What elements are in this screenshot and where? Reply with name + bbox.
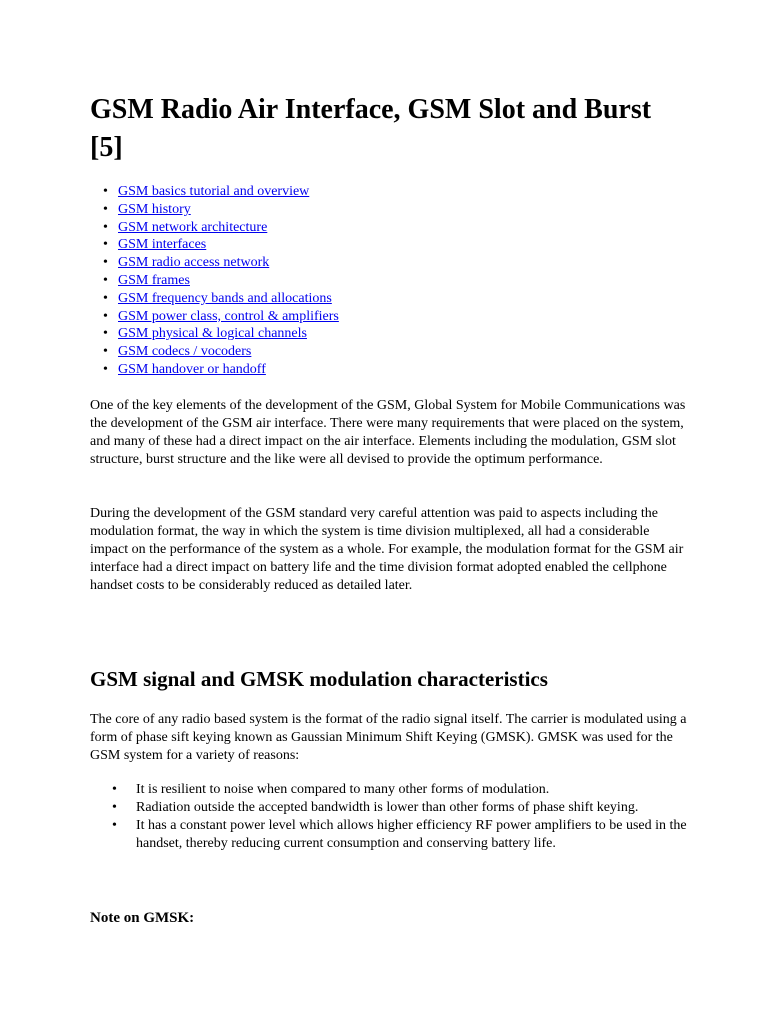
- bullet-icon: •: [103, 308, 108, 324]
- bullet-icon: •: [103, 201, 108, 217]
- bullet-icon: •: [112, 818, 117, 833]
- bullet-icon: •: [103, 326, 108, 342]
- section-heading: GSM signal and GMSK modulation characteristics: [90, 667, 548, 691]
- bullet-icon: •: [103, 237, 108, 253]
- feature-text: It has a constant power level which allows higher efficiency RF power amplifiers to be used in the handset, thereby reducing current consumption and conserving battery life.: [136, 818, 687, 851]
- bullet-icon: •: [103, 184, 108, 199]
- list-item: [90, 236, 339, 254]
- gmsk-features-list: [90, 781, 690, 853]
- link-gsm-interfaces[interactable]: GSM interfaces: [118, 237, 207, 253]
- list-item: [90, 183, 339, 201]
- intro-paragraph: One of the key elements of the development of the GSM, Global System for Mobile Communications was the development of the GSM air interface. There were many requirements that were placed on the system, and many of these had a direct impact on the air interface. Elements including the modulation, GSM slot structure, burst structure and the like were all devised to provide the optimum performance.: [90, 398, 686, 467]
- link-gsm-radio-access-network[interactable]: GSM radio access network: [118, 255, 270, 271]
- list-item: [90, 817, 690, 853]
- link-gsm-basics[interactable]: GSM basics tutorial and overview: [118, 184, 310, 199]
- development-paragraph: During the development of the GSM standard very careful attention was paid to aspects including the modulation format, the way in which the system is time division multiplexed, all had a considerable impact on the performance of the system as a whole. For example, the modulation format for the GSM air interface had a direct impact on battery life and the time division format adopted enabled the cellphone handset costs to be considerably reduced as detailed later.: [90, 506, 684, 593]
- list-item: [90, 272, 339, 290]
- list-item: [90, 308, 339, 326]
- link-gsm-frames[interactable]: GSM frames: [118, 272, 190, 288]
- list-item: [90, 361, 339, 379]
- bullet-icon: •: [103, 255, 108, 271]
- bullet-icon: •: [112, 782, 117, 797]
- bullet-icon: •: [103, 344, 108, 360]
- link-gsm-network-architecture[interactable]: GSM network architecture: [118, 219, 268, 235]
- bullet-icon: •: [103, 290, 108, 306]
- bullet-icon: •: [112, 800, 117, 815]
- list-item: [90, 290, 339, 308]
- link-gsm-frequency-bands[interactable]: GSM frequency bands and allocations: [118, 290, 332, 306]
- list-item: [90, 325, 339, 343]
- section-intro-paragraph: The core of any radio based system is the format of the radio signal itself. The carrier is modulated using a form of phase sift keying known as Gaussian Minimum Shift Keying (GMSK). GMSK was used for the GSM system for a variety of reasons:: [90, 712, 687, 763]
- page-title: GSM Radio Air Interface, GSM Slot and Burst [5]: [90, 94, 652, 163]
- link-gsm-history[interactable]: GSM history: [118, 201, 191, 217]
- feature-text: Radiation outside the accepted bandwidth is lower than other forms of phase shift keying.: [136, 800, 639, 815]
- list-item: [90, 254, 339, 272]
- list-item: [90, 781, 690, 799]
- bullet-icon: •: [103, 361, 108, 377]
- link-gsm-channels[interactable]: GSM physical & logical channels: [118, 326, 307, 342]
- list-item: [90, 343, 339, 361]
- list-item: [90, 799, 690, 817]
- link-gsm-power-class[interactable]: GSM power class, control & amplifiers: [118, 308, 339, 324]
- bullet-icon: •: [103, 272, 108, 288]
- note-heading: Note on GMSK:: [90, 910, 195, 926]
- link-gsm-codecs[interactable]: GSM codecs / vocoders: [118, 344, 252, 360]
- related-links-list: [90, 183, 339, 379]
- feature-text: It is resilient to noise when compared to many other forms of modulation.: [136, 782, 550, 797]
- bullet-icon: •: [103, 219, 108, 235]
- list-item: [90, 201, 339, 219]
- list-item: [90, 219, 339, 237]
- link-gsm-handover[interactable]: GSM handover or handoff: [118, 361, 266, 377]
